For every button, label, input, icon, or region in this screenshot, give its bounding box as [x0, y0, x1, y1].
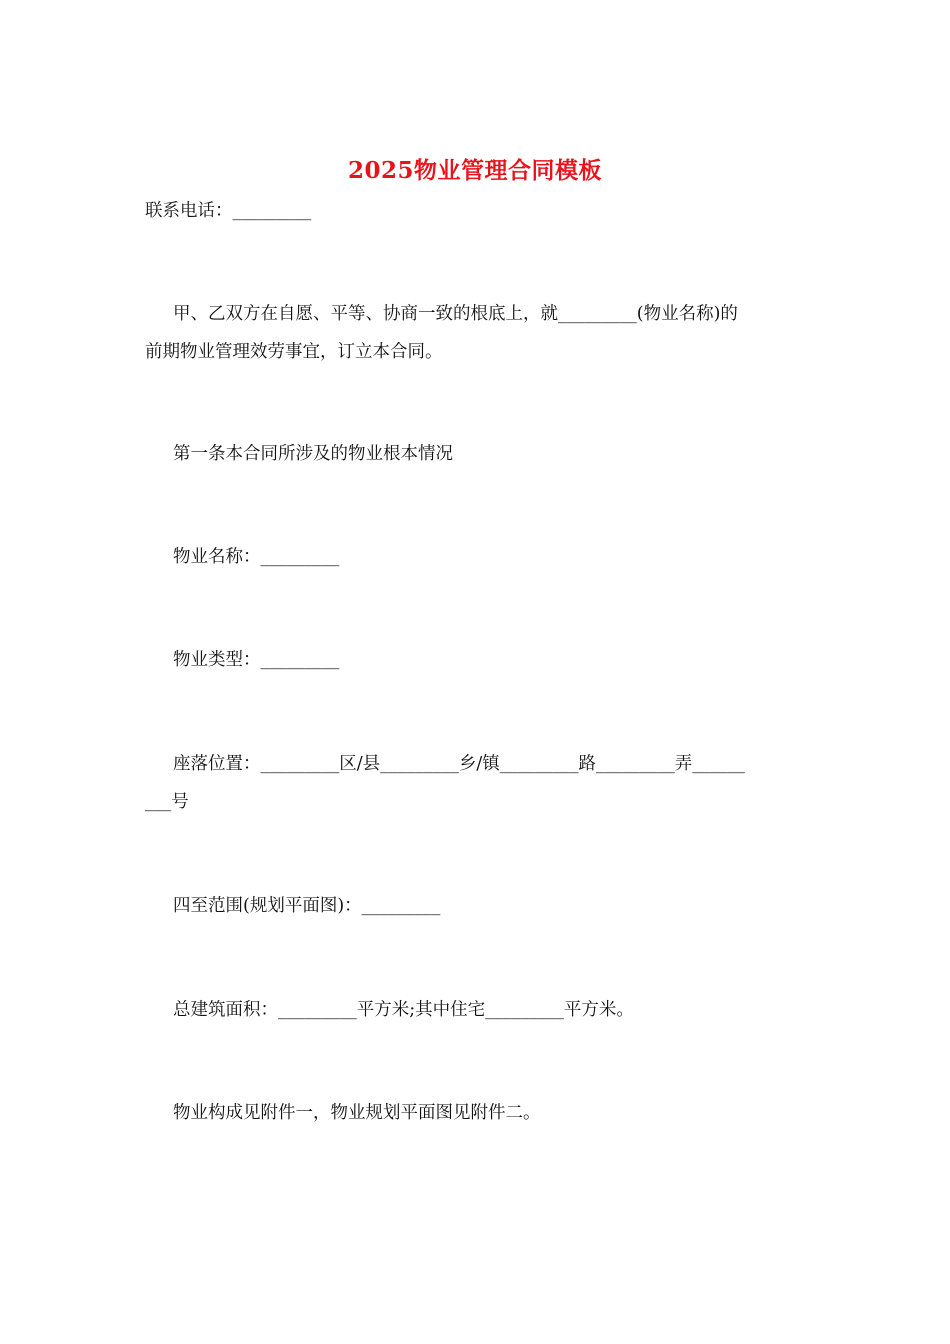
document-title: 2025物业管理合同模板: [347, 157, 602, 184]
location-line-2: ___号: [145, 792, 189, 812]
property-name-line: 物业名称：_________: [173, 547, 340, 567]
intro-paragraph-line-2: 前期物业管理效劳事宜，订立本合同。: [145, 342, 443, 362]
contact-phone-line: 联系电话：_________: [145, 201, 312, 221]
intro-paragraph-line-1: 甲、乙双方在自愿、平等、协商一致的根底上，就_________(物业名称)的: [173, 304, 738, 324]
property-type-line: 物业类型：_________: [173, 650, 340, 670]
location-line-1: 座落位置：_________区/县_________乡/镇_________路_________弄______: [173, 754, 745, 774]
floor-area-line: 总建筑面积：_________平方米;其中住宅_________平方米。: [173, 1000, 634, 1020]
property-composition-line: 物业构成见附件一，物业规划平面图见附件二。: [173, 1103, 541, 1123]
article-1-heading: 第一条本合同所涉及的物业根本情况: [173, 444, 453, 464]
boundary-line: 四至范围(规划平面图)：_________: [173, 896, 441, 916]
